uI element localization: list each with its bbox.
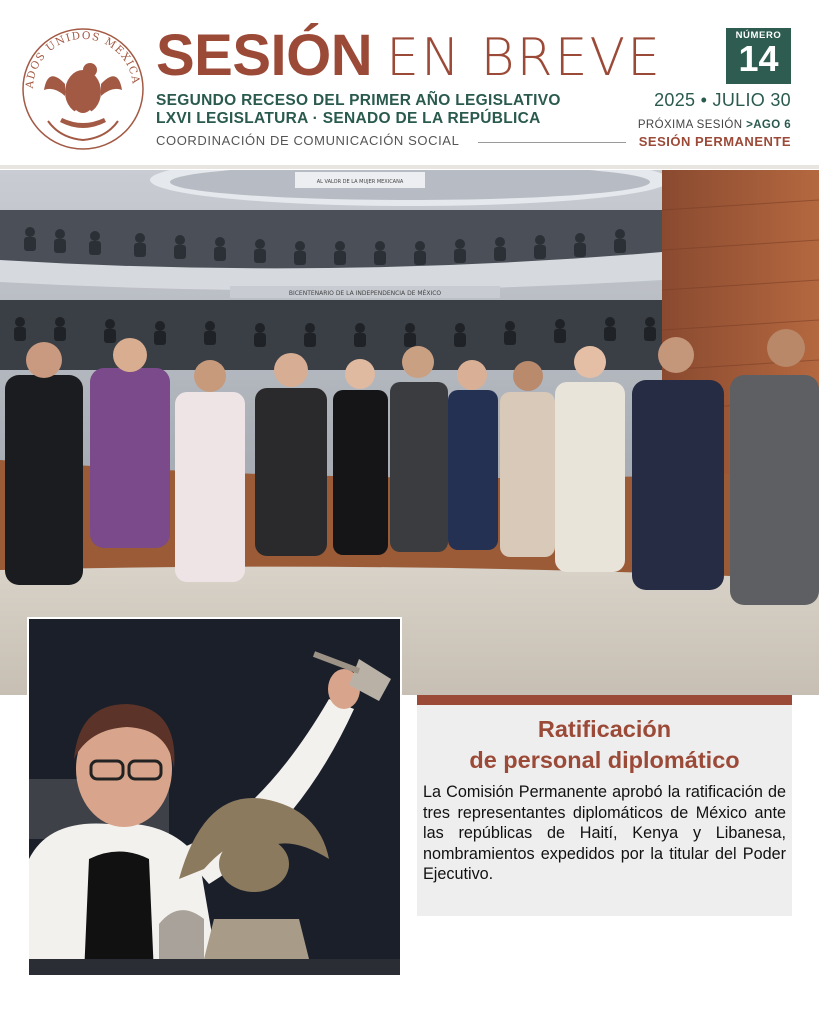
coordination-label: COORDINACIÓN DE COMUNICACIÓN SOCIAL — [156, 133, 460, 148]
next-session-date: >AGO 6 — [746, 119, 791, 131]
article-title-line-2: de personal diplomático — [469, 747, 740, 773]
coordination-divider — [478, 142, 626, 143]
masthead-title-bold: SESIÓN — [156, 23, 373, 88]
article-body: La Comisión Permanente aprobó la ratificación de tres representantes diplomáticos de México ante las repúblicas de Haití, Kenya y Libanesa, nombramientos expedidos por la titular del Poder Ejecutivo. — [423, 783, 786, 884]
issue-date: 2025 • JULIO 30 — [654, 90, 791, 110]
article-title-line-1: Ratificación — [537, 716, 672, 742]
article-card — [417, 695, 792, 916]
next-session-label: PRÓXIMA SESIÓN — [637, 119, 743, 131]
article-card-accent-bar — [417, 695, 792, 705]
header-divider — [0, 165, 819, 169]
gallery-banner-top: AL VALOR DE LA MUJER MEXICANA — [316, 179, 404, 185]
next-session — [638, 119, 791, 131]
gallery-banner-middle: BICENTENARIO DE LA INDEPENDENCIA DE MÉXICO — [288, 290, 442, 297]
senator-ringing-bell-photo — [27, 617, 402, 977]
masthead-title-light: EN BREVE — [386, 28, 662, 88]
issue-number-label: NÚMERO — [735, 30, 782, 41]
masthead-title — [156, 23, 662, 88]
seal-text: ADOS UNIDOS MEXICA — [23, 29, 142, 89]
subtitle-line-1: SEGUNDO RECESO DEL PRIMER AÑO LEGISLATIVO — [156, 92, 561, 109]
mexican-coat-of-arms-seal — [20, 26, 146, 152]
issue-number-badge — [726, 28, 791, 84]
subtitle-line-2: LXVI LEGISLATURA · SENADO DE LA REPÚBLICA — [156, 110, 541, 127]
issue-number: 14 — [738, 38, 779, 79]
article-title — [417, 714, 792, 776]
session-type: SESIÓN PERMANENTE — [638, 134, 791, 149]
